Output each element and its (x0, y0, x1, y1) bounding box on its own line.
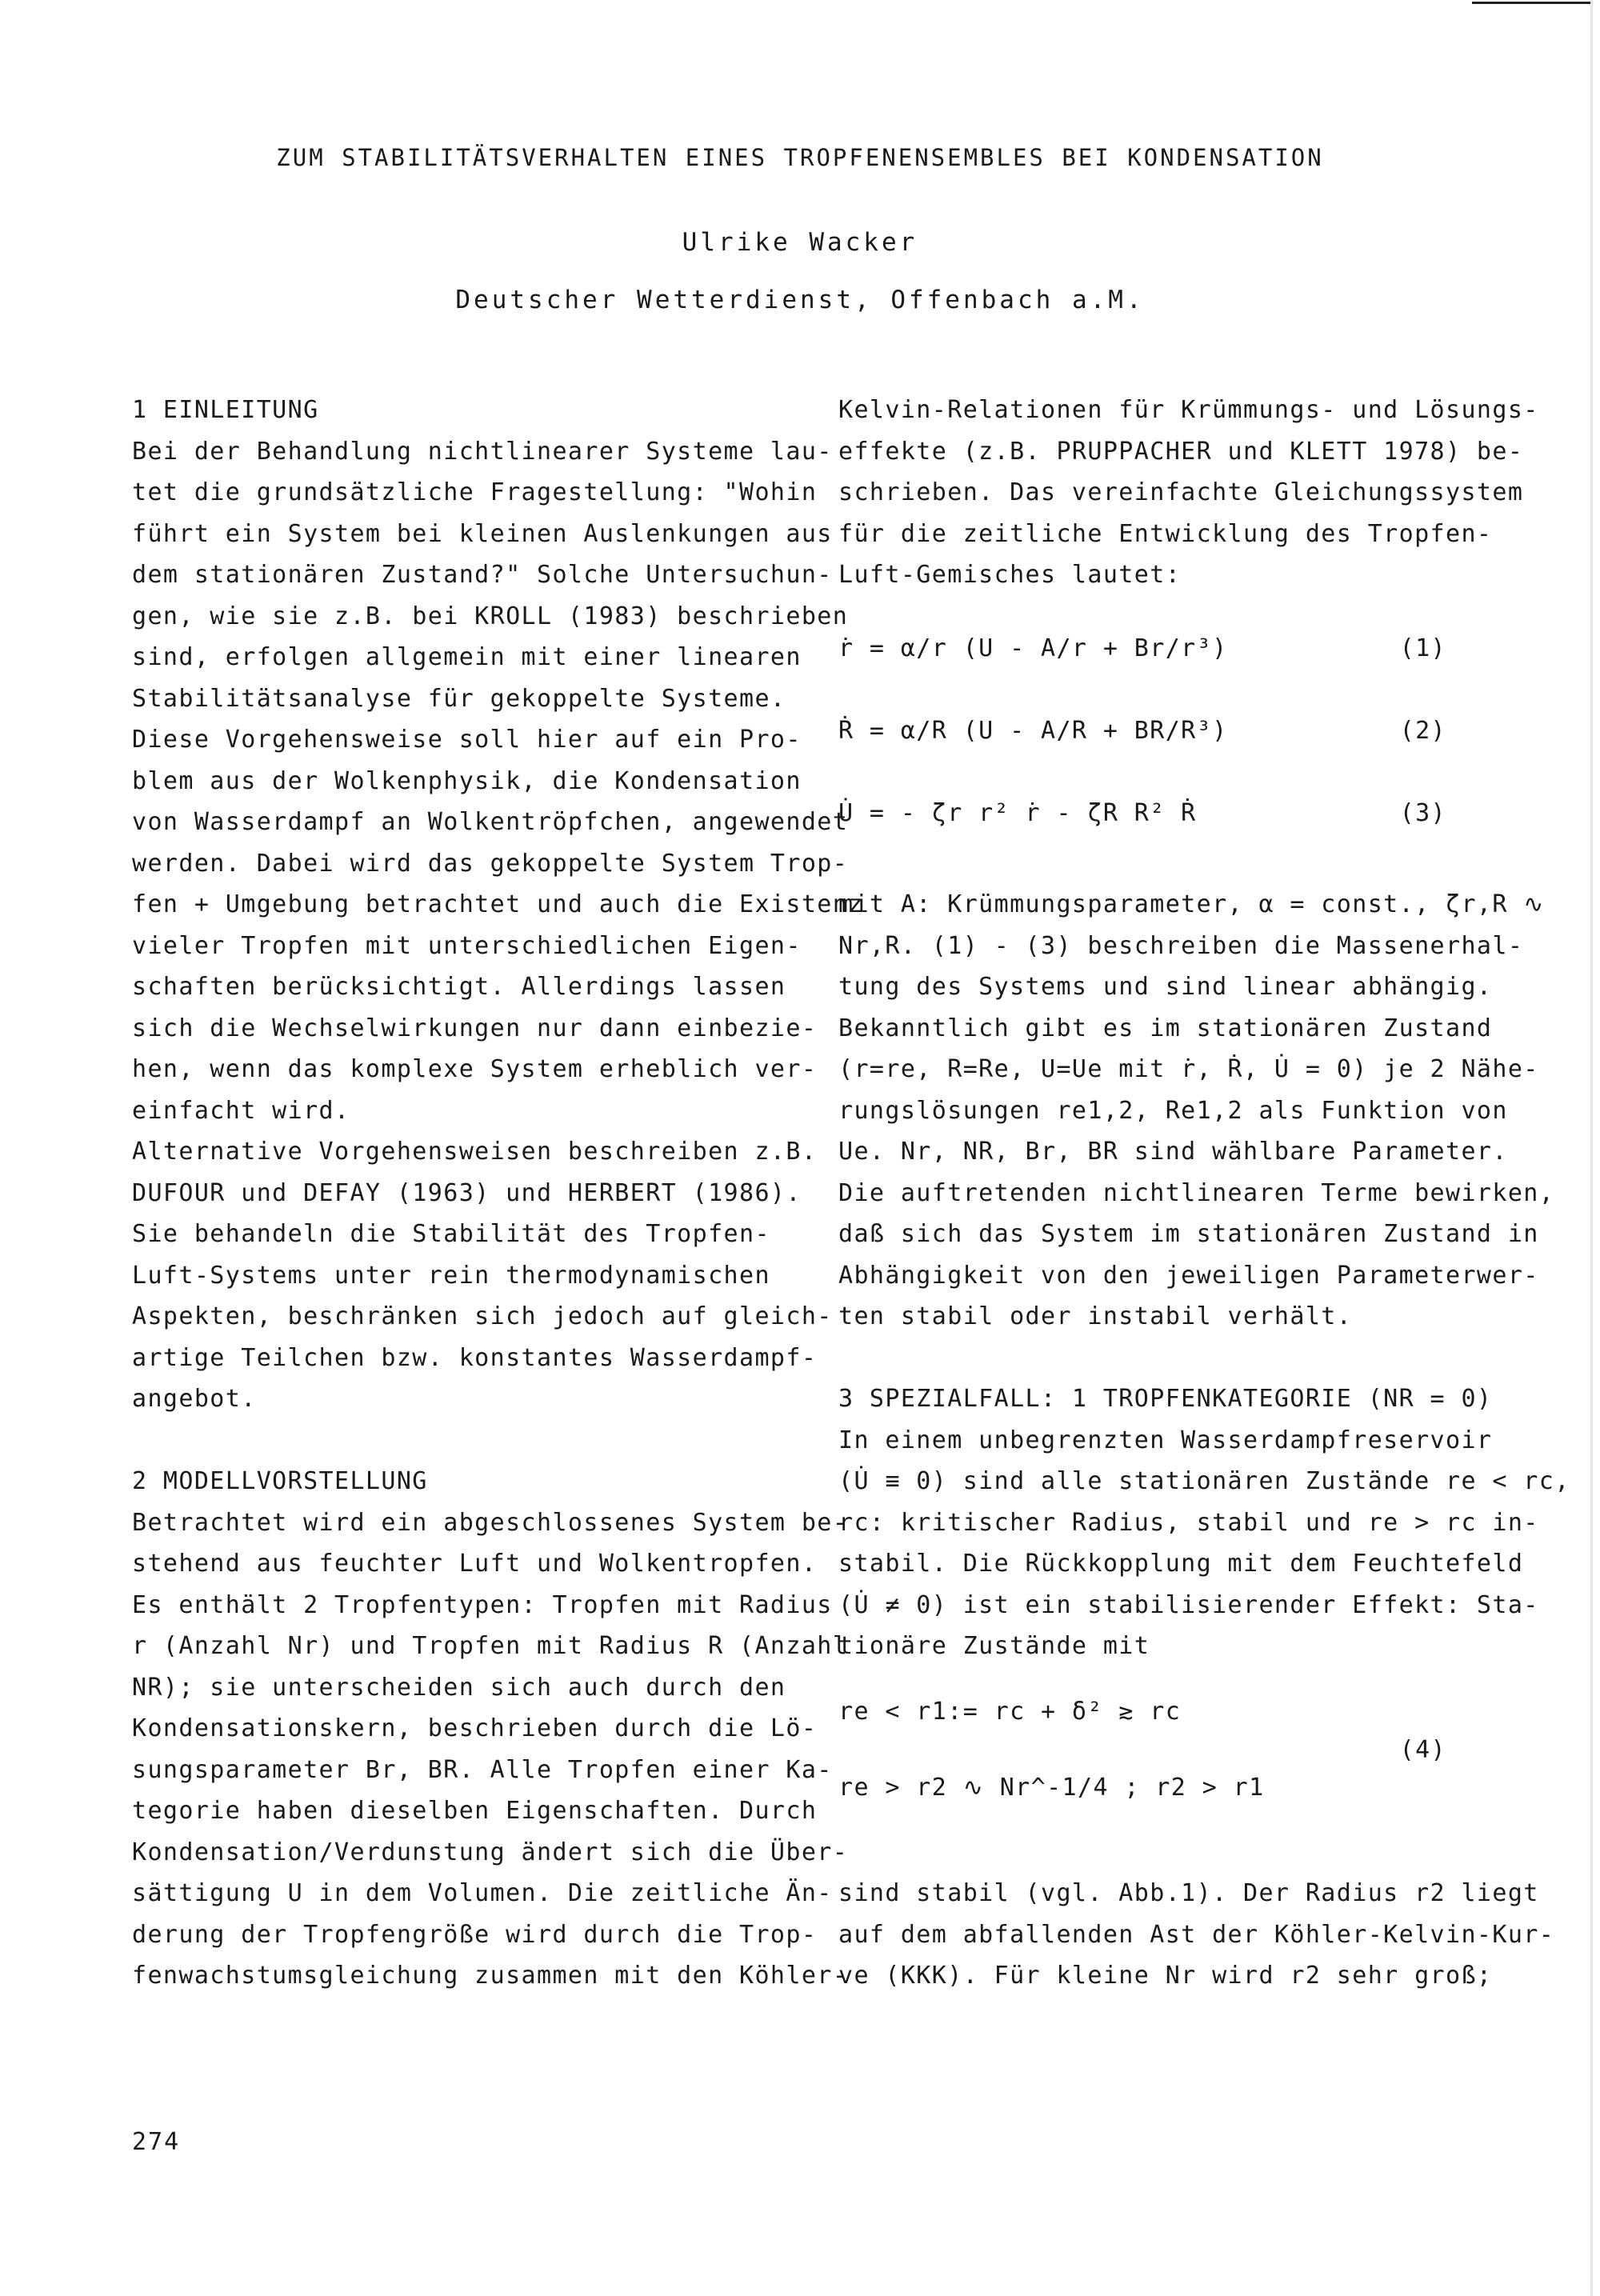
paragraph-gap (838, 843, 1478, 885)
text-line: Ue. Nr, NR, Br, BR sind wählbare Parameter. (838, 1138, 1508, 1166)
equation-2 (838, 678, 1478, 761)
section-heading-einleitung: 1 EINLEITUNG (132, 396, 319, 424)
paragraph-gap (838, 1832, 1478, 1874)
equation-3 (838, 761, 1478, 843)
text-line: Aspekten, beschränken sich jedoch auf gleich- (132, 1302, 833, 1330)
text-line: für die zeitliche Entwicklung des Tropfen- (838, 519, 1493, 548)
text-line: Diese Vorgehensweise soll hier auf ein Pro- (132, 726, 802, 754)
text-line: In einem unbegrenzten Wasserdampfreservoir (838, 1426, 1493, 1454)
text-line: (U̇ ≡ 0) sind alle stationären Zustände re < rc, (838, 1467, 1570, 1495)
text-line: tegorie haben dieselben Eigenschaften. Durch (132, 1797, 818, 1825)
right-column (838, 390, 1570, 1997)
scan-edge-line (1472, 2, 1592, 4)
equation-1 (838, 596, 1478, 678)
text-line: Bekanntlich gibt es im stationären Zustand (838, 1014, 1493, 1042)
text-line: rungslösungen re1,2, Re1,2 als Funktion von (838, 1096, 1508, 1125)
text-line: hen, wenn das komplexe System erheblich ver- (132, 1055, 818, 1083)
text-line: Kondensation/Verdunstung ändert sich die Über- (132, 1838, 849, 1866)
equation-number: (1) (1399, 634, 1446, 662)
equation-body: ṙ = α/r (U - A/r + Br/r³) (838, 634, 1228, 662)
text-line: sättigung U in dem Volumen. Die zeitliche Än- (132, 1879, 833, 1907)
text-line: auf dem abfallenden Ast der Köhler-Kelvin-Kur- (838, 1920, 1555, 1949)
section-heading-modellvorstellung: 2 MODELLVORSTELLUNG (132, 1467, 428, 1495)
text-line: (U̇ ≠ 0) ist ein stabilisierender Effekt: Sta- (838, 1590, 1539, 1619)
text-line: angebot. (132, 1385, 257, 1413)
text-line: Die auftretenden nichtlinearen Terme bewirken, (838, 1178, 1555, 1207)
text-line: mit A: Krümmungsparameter, α = const., ζr,R ∿ (838, 890, 1545, 918)
text-line: sungsparameter Br, BR. Alle Tropfen einer Ka- (132, 1755, 833, 1784)
page-number: 274 (132, 2128, 181, 2156)
text-line: artige Teilchen bzw. konstantes Wasserdampf- (132, 1343, 818, 1372)
text-line: Kondensationskern, beschrieben durch die Lö- (132, 1714, 818, 1742)
text-line: tung des Systems und sind linear abhängig. (838, 973, 1493, 1001)
author-name: Ulrike Wacker (682, 228, 918, 257)
scan-edge-shadow (1590, 0, 1593, 2296)
text-line: einfacht wird. (132, 1096, 350, 1125)
equation-line: re > r2 ∿ Nr^-1/4 ; r2 > r1 (838, 1773, 1265, 1802)
paragraph-model-intro (838, 390, 1539, 596)
text-line: führt ein System bei kleinen Auslenkungen aus (132, 519, 833, 548)
text-line: sind, erfolgen allgemein mit einer linearen (132, 643, 802, 671)
text-line: stabil. Die Rückkopplung mit dem Feuchtefeld (838, 1550, 1524, 1578)
text-line: effekte (z.B. PRUPPACHER und KLETT 1978) be- (838, 437, 1524, 466)
text-line: Luft-Gemisches lautet: (838, 561, 1182, 589)
text-line: Alternative Vorgehensweisen beschreiben z.B. (132, 1138, 818, 1166)
section-heading-spezialfall: 3 SPEZIALFALL: 1 TROPFENKATEGORIE (NR = 0) (838, 1385, 1493, 1413)
text-line: Abhängigkeit von den jeweiligen Parameterwer- (838, 1261, 1539, 1290)
text-line: DUFOUR und DEFAY (1963) und HERBERT (1986). (132, 1178, 802, 1207)
text-line: derung der Tropfengröße wird durch die Trop- (132, 1920, 818, 1949)
text-line: vieler Tropfen mit unterschiedlichen Eigen- (132, 931, 802, 960)
text-line: Bei der Behandlung nichtlinearer Systeme lau- (132, 437, 833, 466)
text-line: (r=re, R=Re, U=Ue mit ṙ, Ṙ, U̇ = 0) je 2 Nähe- (838, 1055, 1539, 1083)
text-line: Nr,R. (1) - (3) beschreiben die Massenerhal- (838, 931, 1524, 960)
author-affiliation: Deutscher Wetterdienst, Offenbach a.M. (455, 286, 1145, 314)
text-line: fen + Umgebung betrachtet und auch die Existenz (132, 890, 864, 918)
text-line: tionäre Zustände mit (838, 1632, 1150, 1660)
paragraph-parameters (838, 884, 1555, 1338)
equation-body: Ṙ = α/R (U - A/R + BR/R³) (838, 716, 1228, 745)
paragraph-gap (838, 1338, 1478, 1379)
section-modellvorstellung-body (132, 1502, 849, 1997)
text-line: NR); sie unterscheiden sich auch durch den (132, 1673, 786, 1702)
text-line: rc: kritischer Radius, stabil und re > rc in- (838, 1508, 1539, 1537)
text-line: von Wasserdampf an Wolkentröpfchen, angewendet (132, 808, 849, 836)
text-line: daß sich das System im stationären Zustand in (838, 1220, 1539, 1248)
text-line: sich die Wechselwirkungen nur dann einbezie- (132, 1014, 818, 1042)
text-line: ten stabil oder instabil verhält. (838, 1302, 1353, 1330)
text-line: dem stationären Zustand?" Solche Untersuchun- (132, 561, 833, 589)
equation-line: re < r1:= rc + δ² ≳ rc (838, 1697, 1182, 1726)
text-line: gen, wie sie z.B. bei KROLL (1983) beschrieben (132, 602, 849, 630)
text-line: stehend aus feuchter Luft und Wolkentropfen. (132, 1550, 818, 1578)
text-line: Betrachtet wird ein abgeschlossenes System be- (132, 1508, 849, 1537)
text-line: r (Anzahl Nr) und Tropfen mit Radius R (Anzahl (132, 1632, 849, 1660)
text-line: blem aus der Wolkenphysik, die Kondensation (132, 766, 802, 795)
text-line: Stabilitätsanalyse für gekoppelte Systeme. (132, 684, 786, 713)
text-line: ve (KKK). Für kleine Nr wird r2 sehr groß; (838, 1962, 1493, 1990)
equation-number: (4) (1399, 1735, 1446, 1764)
text-line: fenwachstumsgleichung zusammen mit den Köhler- (132, 1962, 849, 1990)
equation-body: U̇ = - ζr r² ṙ - ζR R² Ṙ (838, 798, 1197, 827)
equation-number: (3) (1399, 798, 1446, 827)
text-line: tet die grundsätzliche Fragestellung: "Wohin (132, 478, 818, 506)
equation-number: (2) (1399, 716, 1446, 745)
paper-title: ZUM STABILITÄTSVERHALTEN EINES TROPFENENSEMBLES BEI KONDENSATION (276, 144, 1324, 171)
paragraph-stability (838, 1873, 1555, 1997)
left-column (132, 390, 864, 1997)
section-einleitung-body (132, 431, 864, 1420)
equation-4 (838, 1667, 1478, 1832)
text-line: Luft-Systems unter rein thermodynamischen (132, 1261, 770, 1290)
paragraph-gap (132, 1420, 784, 1462)
text-line: Kelvin-Relationen für Krümmungs- und Lösungs- (838, 396, 1539, 424)
text-line: Es enthält 2 Tropfentypen: Tropfen mit Radius (132, 1590, 833, 1619)
text-line: sind stabil (vgl. Abb.1). Der Radius r2 liegt (838, 1879, 1539, 1907)
text-line: Sie behandeln die Stabilität des Tropfen- (132, 1220, 770, 1248)
text-line: schrieben. Das vereinfachte Gleichungssystem (838, 478, 1524, 506)
text-line: werden. Dabei wird das gekoppelte System Trop- (132, 849, 849, 878)
section-spezialfall-body (838, 1420, 1570, 1667)
text-line: schaften berücksichtigt. Allerdings lassen (132, 973, 786, 1001)
